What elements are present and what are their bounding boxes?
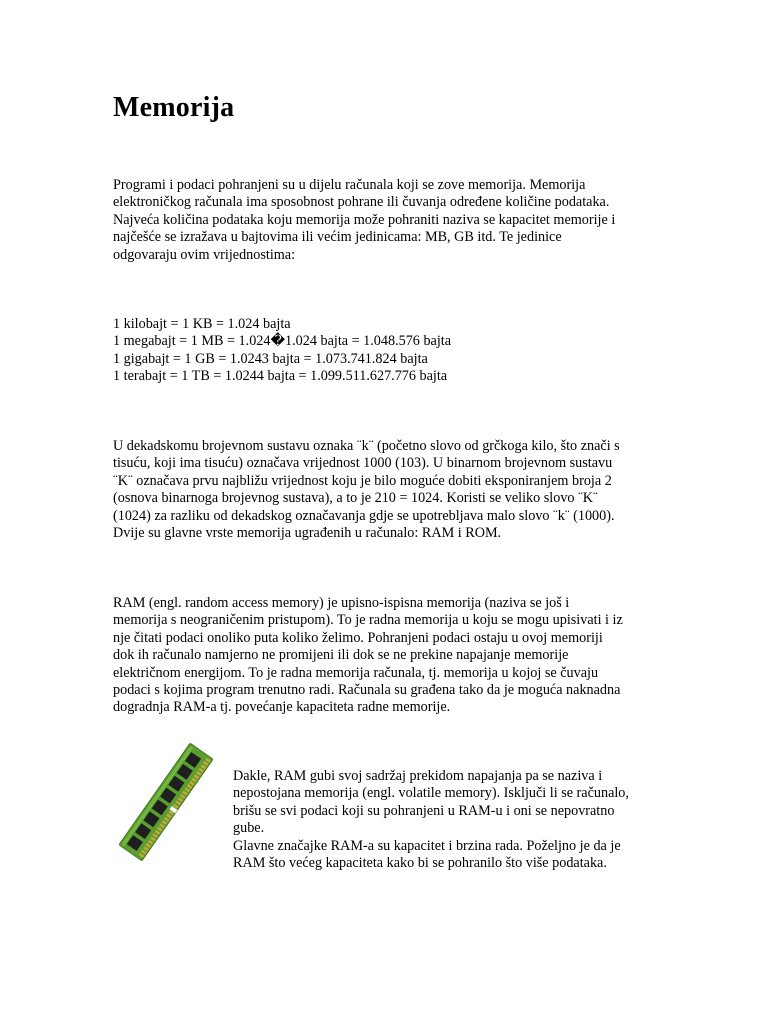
text-line: najčešće se izražava u bajtovima ili većim jedinicama: MB, GB itd. Te jedinice	[113, 229, 562, 246]
volatile-paragraph	[233, 768, 663, 872]
text-line: električnom energijom. To je radna memorija računala, tj. memorija u kojoj se čuvaju	[113, 664, 599, 681]
text-line: dok ih računalo namjerno ne promijeni ili dok se ne prekine napajanje memorije	[113, 647, 569, 664]
ram-module-icon	[112, 740, 220, 864]
text-line: (1024) za razliku od dekadskog označavanja gdje se upotrebljava malo slovo ¨k¨ (1000).	[113, 507, 615, 524]
unit-terabyte: 1 terabajt = 1 TB = 1.0244 bajta = 1.099.511.627.776 bajta	[113, 368, 448, 385]
units-list	[113, 316, 658, 386]
text-line: brišu se svi podaci koji su pohranjeni u RAM-u i oni se nepovratno	[233, 802, 615, 819]
text-line: Najveća količina podataka koju memorija može pohraniti naziva se kapacitet memorije i	[113, 211, 616, 228]
text-line: odgovaraju ovim vrijednostima:	[113, 246, 296, 263]
text-line: nepostojana memorija (engl. volatile memory). Isključi li se računalo,	[233, 785, 629, 802]
unit-megabyte: 1 megabajt = 1 MB = 1.024�1.024 bajta = 1.048.576 bajta	[113, 333, 452, 350]
unit-kilobyte: 1 kilobajt = 1 KB = 1.024 bajta	[113, 316, 291, 332]
text-line: RAM što većeg kapaciteta kako bi se pohranilo što više podataka.	[233, 855, 607, 872]
text-line: Dvije su glavne vrste memorija ugrađenih u računalo: RAM i ROM.	[113, 525, 502, 542]
text-line: RAM (engl. random access memory) je upisno-ispisna memorija (naziva se još i	[113, 595, 570, 611]
decimal-binary-paragraph	[113, 438, 658, 542]
text-line: memorija s neograničenim pristupom). To je radna memorija u koju se mogu upisivati i iz	[113, 612, 623, 629]
ram-module-image	[112, 740, 220, 864]
text-line: U dekadskomu brojevnom sustavu oznaka ¨k¨ (početno slovo od grčkoga kilo, što znači s	[113, 438, 620, 454]
text-line: nje čitati podaci onoliko puta koliko želimo. Pohranjeni podaci ostaju u ovoj memoriji	[113, 629, 603, 646]
text-line: (osnova binarnoga brojevnog sustava), a to je 210 = 1024. Koristi se veliko slovo ¨K¨	[113, 490, 598, 507]
unit-gigabyte: 1 gigabajt = 1 GB = 1.0243 bajta = 1.073.741.824 bajta	[113, 350, 428, 367]
text-line: Dakle, RAM gubi svoj sadržaj prekidom napajanja pa se naziva i	[233, 768, 603, 784]
text-line: gube.	[233, 820, 265, 837]
text-line: Programi i podaci pohranjeni su u dijelu računala koji se zove memorija. Memorija	[113, 177, 586, 193]
text-line: ¨K¨ označava prvu najbližu vrijednost koju je bilo moguće dobiti eksponiranjem broja 2	[113, 472, 612, 489]
text-line: tisuću, koji ima tisuću) označava vrijednost 1000 (103). U binarnom brojevnom sustavu	[113, 455, 613, 472]
text-line: elektroničkog računala ima sposobnost pohrane ili čuvanja određene količine podataka.	[113, 194, 610, 211]
ram-paragraph	[113, 595, 658, 717]
text-line: Glavne značajke RAM-a su kapacitet i brzina rada. Poželjno je da je	[233, 837, 621, 854]
intro-paragraph	[113, 177, 658, 264]
text-line: podaci s kojima program trenutno radi. Računala su građena tako da je moguća naknadna	[113, 682, 621, 699]
page-title: Memorija	[113, 92, 235, 123]
text-line: dogradnja RAM-a tj. povećanje kapaciteta radne memorije.	[113, 699, 451, 716]
